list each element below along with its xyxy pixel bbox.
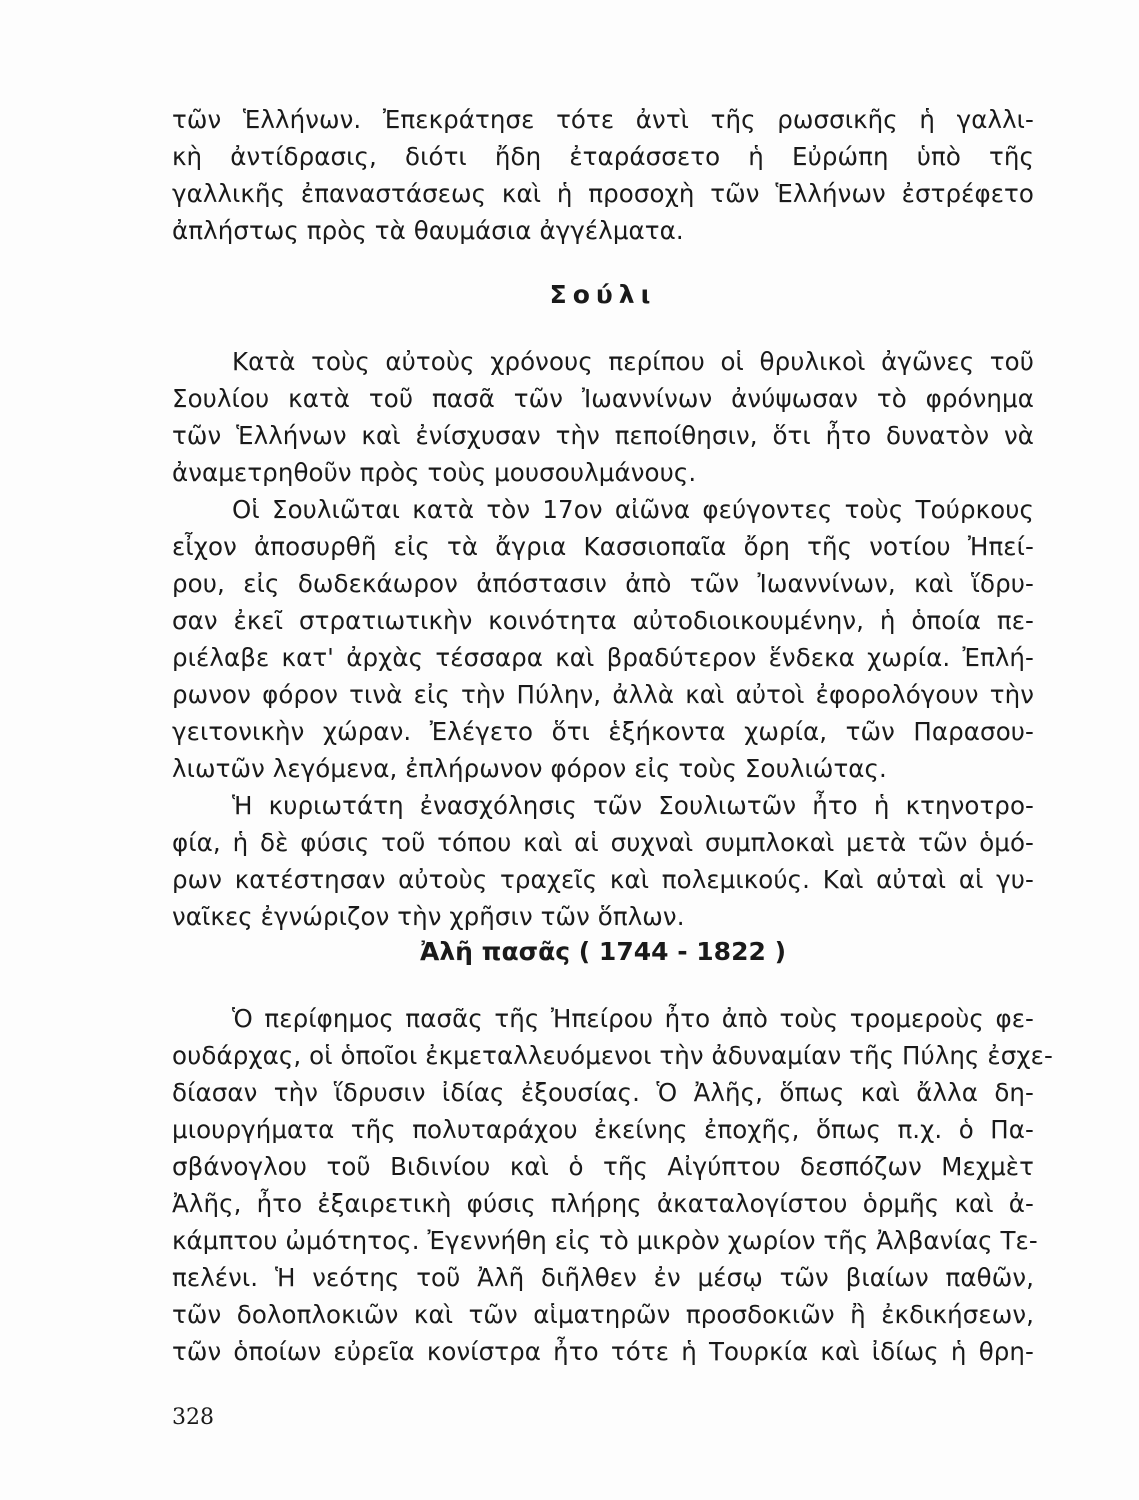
text-line: ναῖκες ἐγνώριζον τὴν χρῆσιν τῶν ὅπλων.: [172, 902, 685, 931]
text-line: γαλλικῆς ἐπαναστάσεως καὶ ἡ προσοχὴ τῶν Ἑλλήνων ἐστρέφετο: [172, 179, 1034, 208]
text-line: τῶν δολοπλοκιῶν καὶ τῶν αἱματηρῶν προσδοκιῶν ἢ ἐκδικήσεων,: [172, 1300, 1034, 1329]
text-line: Ὁ περίφημος πασᾶς τῆς Ἠπείρου ἦτο ἀπὸ τοὺς τρομεροὺς φε-: [232, 1004, 1034, 1033]
text-line: Ἡ κυριωτάτη ἐνασχόλησις τῶν Σουλιωτῶν ἦτο ἡ κτηνοτρο-: [232, 791, 1034, 820]
intro-paragraph: [172, 101, 1034, 249]
text-line: τῶν Ἑλλήνων. Ἐπεκράτησε τότε ἀντὶ τῆς ρωσσικῆς ἡ γαλλι-: [172, 105, 1034, 134]
souli-paragraph-2: [172, 491, 1034, 787]
text-line: γειτονικὴν χώραν. Ἐλέγετο ὅτι ἑξήκοντα χωρία, τῶν Παρασου-: [172, 717, 1034, 746]
text-line: λιωτῶν λεγόμενα, ἐπλήρωνον φόρον εἰς τοὺς Σουλιώτας.: [172, 754, 887, 783]
text-line: ρωνον φόρον τινὰ εἰς τὴν Πύλην, ἀλλὰ καὶ αὐτοὶ ἐφορολόγουν τὴν: [172, 680, 1034, 709]
text-line: κὴ ἀντίδρασις, διότι ἤδη ἐταράσσετο ἡ Εὐρώπη ὑπὸ τῆς: [172, 142, 1034, 171]
souli-paragraph-3: [172, 787, 1034, 935]
text-line: ἀπλήστως πρὸς τὰ θαυμάσια ἀγγέλματα.: [172, 216, 684, 245]
text-line: Ἀλῆς, ἦτο ἐξαιρετικὴ φύσις πλήρης ἀκαταλογίστου ὁρμῆς καὶ ἀ-: [172, 1189, 1034, 1218]
text-line: ρου, εἰς δωδεκάωρον ἀπόστασιν ἀπὸ τῶν Ἰωαννίνων, καὶ ἵδρυ-: [172, 569, 1034, 598]
text-line: δίασαν τὴν ἵδρυσιν ἰδίας ἐξουσίας. Ὁ Ἀλῆς, ὅπως καὶ ἄλλα δη-: [172, 1078, 1034, 1107]
page-number: 328: [172, 1405, 214, 1430]
text-line: πελένι. Ἡ νεότης τοῦ Ἀλῆ διῆλθεν ἐν μέσῳ τῶν βιαίων παθῶν,: [172, 1263, 1034, 1292]
text-line: κάμπτου ὠμότητος. Ἐγεννήθη εἰς τὸ μικρὸν χωρίον τῆς Ἀλβανίας Τε-: [172, 1226, 1038, 1255]
text-line: ἀναμετρηθοῦν πρὸς τοὺς μουσουλμάνους.: [172, 458, 697, 487]
souli-paragraph-1: [172, 343, 1034, 491]
text-line: τῶν ὁποίων εὐρεῖα κονίστρα ἦτο τότε ἡ Τουρκία καὶ ἰδίως ἡ θρη-: [172, 1337, 1034, 1366]
text-line: τῶν Ἑλλήνων καὶ ἐνίσχυσαν τὴν πεποίθησιν, ὅτι ἦτο δυνατὸν νὰ: [172, 421, 1034, 450]
text-line: ριέλαβε κατ' ἀρχὰς τέσσαρα καὶ βραδύτερον ἕνδεκα χωρία. Ἐπλή-: [172, 643, 1034, 672]
text-line: ουδάρχας, οἱ ὁποῖοι ἐκμεταλλευόμενοι τὴν ἀδυναμίαν τῆς Πύλης ἐσχε-: [172, 1041, 1053, 1070]
text-line: Κατὰ τοὺς αὐτοὺς χρόνους περίπου οἱ θρυλικοὶ ἀγῶνες τοῦ: [232, 347, 1034, 376]
text-line: μιουργήματα τῆς πολυταράχου ἐκείνης ἐποχῆς, ὅπως π.χ. ὁ Πα-: [172, 1115, 1034, 1144]
section-heading-souli: Σούλι: [549, 280, 657, 309]
text-line: ρων κατέστησαν αὐτοὺς τραχεῖς καὶ πολεμικούς. Καὶ αὐταὶ αἱ γυ-: [172, 865, 1034, 894]
text-line: σβάνογλου τοῦ Βιδινίου καὶ ὁ τῆς Αἰγύπτου δεσπόζων Μεχμὲτ: [172, 1152, 1034, 1181]
text-line: Οἱ Σουλιῶται κατὰ τὸν 17ον αἰῶνα φεύγοντες τοὺς Τούρκους: [232, 495, 1034, 524]
section-heading-ali-pasha: Ἀλῆ πασᾶς ( 1744 - 1822 ): [420, 937, 786, 966]
text-line: εἶχον ἀποσυρθῆ εἰς τὰ ἄγρια Κασσιοπαῖα ὄρη τῆς νοτίου Ἠπεί-: [172, 532, 1034, 561]
text-line: Σουλίου κατὰ τοῦ πασᾶ τῶν Ἰωαννίνων ἀνύψωσαν τὸ φρόνημα: [172, 384, 1034, 413]
text-line: σαν ἐκεῖ στρατιωτικὴν κοινότητα αὐτοδιοικουμένην, ἡ ὁποία πε-: [172, 606, 1034, 635]
text-line: φία, ἡ δὲ φύσις τοῦ τόπου καὶ αἱ συχναὶ συμπλοκαὶ μετὰ τῶν ὁμό-: [172, 828, 1034, 857]
ali-paragraph: [172, 1000, 1053, 1370]
